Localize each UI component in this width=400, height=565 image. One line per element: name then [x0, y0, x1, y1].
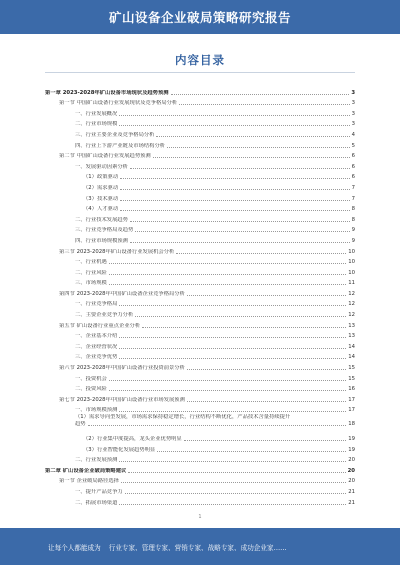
- toc-entry-page: 9: [351, 227, 355, 234]
- toc-entry-label: 一、市场规模预测: [75, 407, 118, 414]
- toc-entry[interactable]: [45, 496, 355, 507]
- toc-entry[interactable]: [45, 139, 355, 150]
- toc-entry-page: 4: [351, 131, 355, 138]
- toc-entry-label: 一、行业竞争格局: [75, 301, 118, 308]
- toc-entry-page: 13: [348, 333, 355, 340]
- toc-leader-dots: [135, 231, 349, 232]
- toc-leader-dots: [109, 274, 346, 275]
- toc-entry[interactable]: [45, 393, 355, 404]
- toc-entry[interactable]: [45, 107, 355, 118]
- toc-entry[interactable]: [45, 256, 355, 267]
- toc-leader-dots: [120, 210, 349, 211]
- footer-tagline: 行业专家、管理专家、营销专家、战略专家、成功企业家……: [108, 543, 287, 552]
- toc-heading: 内容目录: [175, 53, 225, 67]
- toc-entry[interactable]: [45, 266, 355, 277]
- toc-leader-dots: [109, 380, 346, 381]
- toc-entry[interactable]: [45, 277, 355, 288]
- footer-slogan: 让每个人都能成为: [48, 543, 101, 552]
- toc-entry-label: 三、行业主要企业及竞争格局分析: [75, 131, 155, 138]
- toc-entry-label: 一、企业基本介绍: [75, 333, 118, 340]
- toc-entry-page: 17: [348, 407, 355, 414]
- toc-leader-dots: [119, 358, 346, 359]
- toc-leader-dots: [187, 401, 346, 402]
- toc-entry-page: 20: [348, 478, 355, 485]
- toc-entry[interactable]: [45, 330, 355, 341]
- toc-entry[interactable]: [45, 485, 355, 496]
- toc-entry-page: 6: [351, 163, 355, 170]
- toc-leader-dots: [128, 472, 345, 473]
- toc-leader-dots: [121, 482, 346, 483]
- toc-entry-page: 12: [348, 290, 355, 297]
- toc-entry[interactable]: [45, 404, 355, 415]
- toc-entry-label: 第三节 2023-2028年矿山设备行业发展机会分析: [59, 248, 175, 255]
- toc-entry-page: 21: [348, 488, 355, 495]
- toc-entry-label: 第七节 2023-2028年中国矿山设备行业市场发展预测: [59, 396, 185, 403]
- toc-leader-dots: [120, 178, 349, 179]
- toc-entry-page: 20: [348, 457, 355, 464]
- toc-leader-dots: [187, 295, 346, 296]
- toc-entry[interactable]: [45, 475, 355, 486]
- toc-entry-label: 一、提升产品竞争力: [75, 488, 123, 495]
- toc-entry[interactable]: [45, 383, 355, 394]
- toc-entry[interactable]: [45, 171, 355, 182]
- toc-leader-dots: [130, 242, 350, 243]
- report-header: [0, 0, 400, 34]
- toc-leader-dots: [120, 200, 349, 201]
- toc-leader-dots: [119, 337, 346, 338]
- toc-leader-dots: [135, 316, 346, 317]
- toc-entry-label: 二、拓展市场渠道: [75, 499, 118, 506]
- toc-entry-page: 7: [351, 195, 355, 202]
- toc-entry[interactable]: [45, 97, 355, 108]
- toc-leader-dots: [119, 305, 346, 306]
- toc-leader-dots: [119, 115, 349, 116]
- toc-entry-label: 四、行业市场规模预测: [75, 237, 128, 244]
- toc-entry-page: 15: [348, 365, 355, 372]
- toc-leader-dots: [109, 390, 346, 391]
- toc-leader-dots: [184, 440, 347, 441]
- toc-entry-label: 第四节 2023-2028年中国矿山设备企业竞争格局分析: [59, 290, 185, 297]
- toc-entry-page: 6: [351, 174, 355, 181]
- toc-entry-label: 第一节 中国矿山设备行业发展现状及竞争格局分析: [59, 100, 178, 107]
- toc-entry[interactable]: [45, 372, 355, 383]
- toc-leader-dots: [156, 136, 349, 137]
- toc-entry-label: （4）人才驱动: [83, 206, 119, 213]
- toc-entry-page: 12: [348, 301, 355, 308]
- toc-entry-label: （1）需求导向型发展，市场需求保持稳定增长，行业结构不断优化，产品技术含量持续提升: [75, 414, 291, 421]
- toc-entry-label: 一、投资机会: [75, 375, 107, 382]
- toc-entry-page: 3: [351, 100, 355, 107]
- toc-entry[interactable]: [45, 298, 355, 309]
- toc-entry[interactable]: [45, 203, 355, 214]
- toc-entry-page: 19: [348, 446, 355, 453]
- toc-leader-dots: [119, 125, 349, 126]
- toc-entry-page: 10: [348, 259, 355, 266]
- toc-entry-label: 二、行业风险: [75, 269, 107, 276]
- toc-entry[interactable]: [45, 361, 355, 372]
- toc-entry-label: （1）政策驱动: [83, 174, 119, 181]
- toc-entry-page: 12: [348, 312, 355, 319]
- toc-entry-label-continued: 趋势: [75, 421, 86, 428]
- toc-entry[interactable]: [45, 160, 355, 171]
- toc-leader-dots: [119, 461, 346, 462]
- toc-heading-rule: [45, 72, 355, 73]
- toc-entry-page: 16: [348, 386, 355, 393]
- toc-entry-label: 一、行业机遇: [75, 259, 107, 266]
- toc-entry[interactable]: [45, 319, 355, 330]
- toc-entry-page: 8: [351, 206, 355, 213]
- toc-entry-page: 10: [348, 248, 355, 255]
- toc-entry-label: 第二节 中国矿山设备行业发展趋势预测: [59, 153, 151, 160]
- toc-entry[interactable]: [45, 213, 355, 224]
- toc-leader-dots: [153, 157, 350, 158]
- toc-leader-dots: [125, 493, 347, 494]
- toc-entry-label: 四、行业上下游产业链及市场结构分析: [75, 142, 166, 149]
- toc-entry[interactable]: [45, 234, 355, 245]
- table-of-contents: [45, 86, 355, 507]
- toc-entry-label: 第一章 2023-2028年矿山设备市场现状及趋势预测: [45, 89, 169, 96]
- toc-entry-label: 一、行业发展概况: [75, 110, 118, 117]
- toc-leader-dots: [120, 189, 349, 190]
- toc-entry-page: 6: [351, 153, 355, 160]
- toc-entry-label: 二、企业经营状况: [75, 343, 118, 350]
- toc-entry-label: 二、行业技术发展趋势: [75, 216, 128, 223]
- toc-leader-dots: [119, 504, 346, 505]
- toc-entry[interactable]: [45, 443, 355, 454]
- toc-entry-page: 3: [351, 89, 355, 96]
- toc-leader-dots: [157, 451, 346, 452]
- toc-entry-page: 10: [348, 269, 355, 276]
- toc-entry-page: 14: [348, 354, 355, 361]
- toc-entry[interactable]: [45, 287, 355, 298]
- toc-entry[interactable]: [45, 86, 355, 97]
- toc-entry-page: 3: [351, 110, 355, 117]
- page-number: 1: [198, 514, 202, 520]
- toc-entry[interactable]: [45, 150, 355, 161]
- toc-entry[interactable]: [45, 181, 355, 192]
- toc-entry-label: 二、行业发展预测: [75, 457, 118, 464]
- toc-entry-page: 17: [348, 396, 355, 403]
- toc-entry[interactable]: [45, 340, 355, 351]
- toc-entry-page: 3: [351, 121, 355, 128]
- toc-entry-label: 三、市场规模: [75, 280, 107, 287]
- toc-leader-dots: [171, 94, 350, 95]
- toc-leader-dots: [130, 168, 350, 169]
- toc-entry-page: 21: [348, 499, 355, 506]
- toc-leader-dots: [187, 369, 346, 370]
- toc-leader-dots: [176, 253, 346, 254]
- toc-entry-page: 7: [351, 184, 355, 191]
- toc-leader-dots: [119, 411, 346, 412]
- toc-entry-page: 15: [348, 375, 355, 382]
- toc-entry-page: 9: [351, 237, 355, 244]
- toc-entry-page: 14: [348, 343, 355, 350]
- toc-entry-label: （2）行业集中度提高，龙头企业优势明显: [83, 436, 182, 442]
- toc-leader-dots: [109, 263, 346, 264]
- toc-entry[interactable]: [45, 224, 355, 235]
- toc-leader-dots: [179, 104, 349, 105]
- toc-entry-page: 11: [348, 280, 355, 287]
- toc-entry-label: （3）技术驱动: [83, 195, 119, 202]
- toc-entry[interactable]: [45, 128, 355, 139]
- toc-entry-page: 20: [347, 467, 355, 474]
- report-title: 矿山设备企业破局策略研究报告: [108, 10, 291, 25]
- toc-entry[interactable]: [45, 351, 355, 362]
- toc-entry[interactable]: [45, 454, 355, 465]
- toc-leader-dots: [119, 348, 346, 349]
- toc-entry[interactable]: [45, 192, 355, 203]
- toc-leader-dots: [142, 327, 346, 328]
- toc-entry-page: 8: [351, 216, 355, 223]
- toc-entry[interactable]: [45, 118, 355, 129]
- toc-leader-dots: [130, 221, 350, 222]
- toc-leader-dots: [109, 284, 346, 285]
- toc-entry-label: 三、企业竞争优势: [75, 354, 118, 361]
- toc-entry-page: 13: [348, 322, 355, 329]
- toc-entry-label: （2）需求驱动: [83, 184, 119, 191]
- toc-entry-label: 二、投资风险: [75, 386, 107, 393]
- toc-entry-label: 一、发展驱动因素分析: [75, 163, 128, 170]
- toc-leader-dots: [167, 147, 350, 148]
- toc-entry-page: 19: [348, 436, 355, 442]
- toc-entry[interactable]: [45, 432, 355, 443]
- toc-entry-label: （3）行业智能化发展趋势明显: [83, 446, 156, 453]
- toc-entry-label: 第五节 矿山设备行业重点企业分析: [59, 322, 141, 329]
- toc-entry[interactable]: [45, 245, 355, 256]
- toc-leader-dots: [88, 425, 347, 426]
- toc-entry-label: 二、主要企业竞争力分析: [75, 312, 134, 319]
- toc-entry[interactable]: [45, 308, 355, 319]
- toc-entry-label: 第六节 2023-2028年中国矿山设备行业投资前景分析: [59, 365, 185, 372]
- toc-entry[interactable]: [45, 464, 355, 475]
- toc-entry-label: 第一节 企业破局路径选择: [59, 478, 119, 485]
- toc-entry-page: 18: [348, 421, 355, 428]
- toc-entry-page: 5: [351, 142, 355, 149]
- toc-entry-label: 二、行业市场规模: [75, 121, 118, 128]
- toc-entry[interactable]: [45, 414, 355, 432]
- footer-banner: [0, 528, 400, 565]
- toc-entry-label: 三、行业竞争格局及趋势: [75, 227, 134, 234]
- toc-entry-label: 第二章 矿山设备企业破局策略建议: [45, 467, 127, 474]
